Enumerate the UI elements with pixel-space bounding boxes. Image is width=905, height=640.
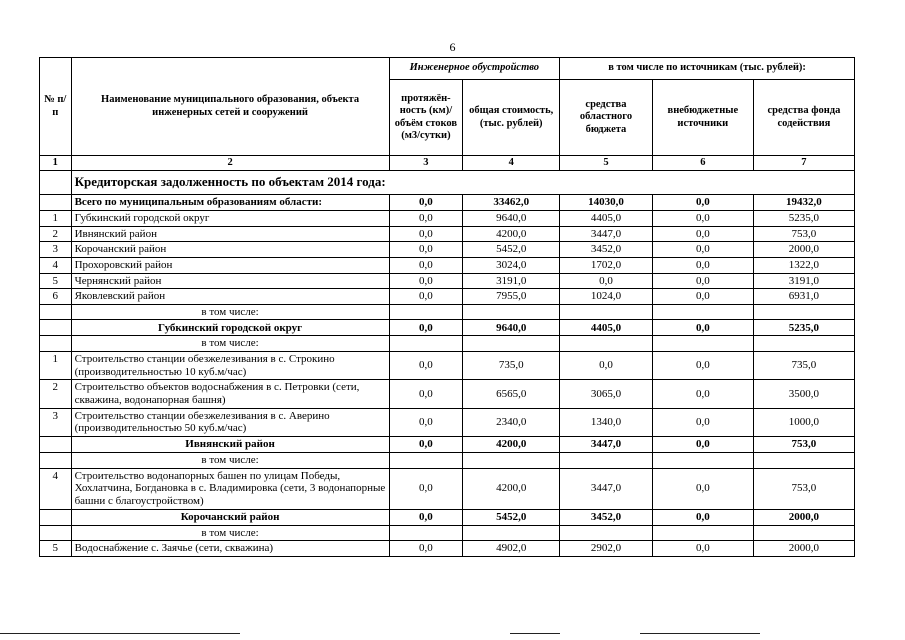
section-title: Кредиторская задолженность по объектам 2014 года: (71, 171, 854, 195)
row-value-col6: 0,0 (652, 509, 753, 525)
page-number: 6 (449, 40, 456, 54)
row-value-col6: 0,0 (652, 352, 753, 380)
district-row (40, 226, 855, 242)
section-title-row (40, 171, 855, 195)
object-row (40, 541, 855, 557)
row-label: в том числе: (71, 304, 389, 320)
row-value-col4: 7955,0 (463, 289, 560, 305)
column-index-row (40, 156, 855, 171)
row-number (40, 436, 72, 452)
row-empty-cell (652, 452, 753, 468)
row-value-col7: 3191,0 (753, 273, 854, 289)
object-row (40, 408, 855, 436)
row-value-col3: 0,0 (389, 380, 463, 408)
row-value-col5: 2902,0 (560, 541, 653, 557)
row-value-col5: 1702,0 (560, 257, 653, 273)
row-label: в том числе: (71, 452, 389, 468)
row-empty-cell (560, 304, 653, 320)
row-value-col7: 1322,0 (753, 257, 854, 273)
header-total-cost: общая стоимость, (тыс. рублей) (463, 80, 560, 156)
header-name: Наименование муниципального образования, объекта инженерных сетей и сооружений (71, 58, 389, 156)
group-total-row (40, 320, 855, 336)
row-empty-cell (389, 452, 463, 468)
footer-rule-mid (510, 633, 560, 634)
group-total-row (40, 509, 855, 525)
row-empty-cell (560, 452, 653, 468)
row-value-col6: 0,0 (652, 211, 753, 227)
row-empty-cell (753, 452, 854, 468)
column-index-6: 6 (652, 156, 753, 171)
row-value-col7: 2000,0 (753, 509, 854, 525)
row-number: 2 (40, 226, 72, 242)
column-index-1: 1 (40, 156, 72, 171)
row-value-col7: 19432,0 (753, 195, 854, 211)
row-empty-cell (463, 336, 560, 352)
row-label: в том числе: (71, 525, 389, 541)
footer-rule-right (640, 633, 760, 634)
credit-debt-table (39, 57, 855, 557)
row-value-col5: 3447,0 (560, 468, 653, 509)
district-row (40, 211, 855, 227)
row-number: 6 (40, 289, 72, 305)
row-empty-cell (652, 304, 753, 320)
row-name: Ивнянский район (71, 226, 389, 242)
in-that-number-row (40, 336, 855, 352)
object-row (40, 380, 855, 408)
row-empty-cell (389, 525, 463, 541)
row-value-col4: 5452,0 (463, 242, 560, 258)
row-value-col5: 3452,0 (560, 509, 653, 525)
row-value-col6: 0,0 (652, 380, 753, 408)
row-number (40, 320, 72, 336)
row-empty-cell (389, 336, 463, 352)
row-number (40, 509, 72, 525)
row-number: 5 (40, 541, 72, 557)
column-index-2: 2 (71, 156, 389, 171)
header-num: № п/п (40, 58, 72, 156)
row-name: Ивнянский район (71, 436, 389, 452)
row-value-col3: 0,0 (389, 352, 463, 380)
row-value-col5: 0,0 (560, 352, 653, 380)
row-value-col6: 0,0 (652, 242, 753, 258)
row-value-col3: 0,0 (389, 509, 463, 525)
row-number: 2 (40, 380, 72, 408)
row-empty-cell (389, 304, 463, 320)
in-that-number-row (40, 304, 855, 320)
row-name: Корочанский район (71, 509, 389, 525)
row-value-col5: 4405,0 (560, 211, 653, 227)
row-name: Яковлевский район (71, 289, 389, 305)
row-value-col7: 753,0 (753, 436, 854, 452)
row-value-col4: 3024,0 (463, 257, 560, 273)
row-number: 3 (40, 408, 72, 436)
row-value-col3: 0,0 (389, 468, 463, 509)
district-row (40, 257, 855, 273)
row-empty-cell (652, 525, 753, 541)
header-group-engineering: Инженерное обустройство (389, 58, 560, 80)
row-value-col7: 6931,0 (753, 289, 854, 305)
row-number (40, 525, 72, 541)
row-number (40, 304, 72, 320)
row-value-col3: 0,0 (389, 408, 463, 436)
header-group-sources: в том числе по источникам (тыс. рублей): (560, 58, 855, 80)
row-value-col4: 5452,0 (463, 509, 560, 525)
row-value-col4: 9640,0 (463, 211, 560, 227)
row-number: 1 (40, 352, 72, 380)
row-value-col7: 735,0 (753, 352, 854, 380)
row-value-col4: 4200,0 (463, 436, 560, 452)
row-value-col6: 0,0 (652, 320, 753, 336)
row-value-col4: 3191,0 (463, 273, 560, 289)
row-value-col4: 9640,0 (463, 320, 560, 336)
row-value-col5: 3447,0 (560, 226, 653, 242)
row-number (40, 336, 72, 352)
row-value-col6: 0,0 (652, 541, 753, 557)
row-empty-cell (560, 336, 653, 352)
row-value-col7: 753,0 (753, 226, 854, 242)
footer-rule-left (0, 633, 240, 634)
total-row (40, 195, 855, 211)
row-value-col5: 1024,0 (560, 289, 653, 305)
row-value-col3: 0,0 (389, 320, 463, 336)
row-value-col7: 5235,0 (753, 211, 854, 227)
row-name: Водоснабжение с. Заячье (сети, скважина) (71, 541, 389, 557)
row-number: 1 (40, 211, 72, 227)
row-value-col5: 1340,0 (560, 408, 653, 436)
row-value-col5: 4405,0 (560, 320, 653, 336)
row-value-col3: 0,0 (389, 211, 463, 227)
row-name: Губкинский городской округ (71, 211, 389, 227)
row-number: 4 (40, 257, 72, 273)
row-value-col6: 0,0 (652, 408, 753, 436)
row-name: Всего по муниципальным образованиям области: (71, 195, 389, 211)
column-index-3: 3 (389, 156, 463, 171)
row-value-col6: 0,0 (652, 436, 753, 452)
row-value-col7: 1000,0 (753, 408, 854, 436)
row-value-col3: 0,0 (389, 436, 463, 452)
row-value-col4: 4902,0 (463, 541, 560, 557)
row-empty-cell (560, 525, 653, 541)
row-number: 4 (40, 468, 72, 509)
row-value-col3: 0,0 (389, 226, 463, 242)
row-name: Чернянский район (71, 273, 389, 289)
row-value-col4: 6565,0 (463, 380, 560, 408)
in-that-number-row (40, 525, 855, 541)
group-total-row (40, 436, 855, 452)
header-regional-budget: средства областного бюджета (560, 80, 653, 156)
row-value-col3: 0,0 (389, 195, 463, 211)
row-number (40, 452, 72, 468)
row-value-col6: 0,0 (652, 195, 753, 211)
row-value-col7: 3500,0 (753, 380, 854, 408)
column-index-5: 5 (560, 156, 653, 171)
district-row (40, 242, 855, 258)
row-value-col3: 0,0 (389, 257, 463, 273)
header-length: протяжён-ность (км)/объём стоков (м3/сутки) (389, 80, 463, 156)
row-label: в том числе: (71, 336, 389, 352)
row-number: 3 (40, 242, 72, 258)
in-that-number-row (40, 452, 855, 468)
row-name: Корочанский район (71, 242, 389, 258)
row-value-col7: 5235,0 (753, 320, 854, 336)
district-row (40, 289, 855, 305)
row-empty-cell (753, 525, 854, 541)
row-value-col4: 33462,0 (463, 195, 560, 211)
row-name: Губкинский городской округ (71, 320, 389, 336)
district-row (40, 273, 855, 289)
row-value-col5: 3447,0 (560, 436, 653, 452)
column-index-4: 4 (463, 156, 560, 171)
row-value-col3: 0,0 (389, 242, 463, 258)
row-value-col6: 0,0 (652, 226, 753, 242)
row-number: 5 (40, 273, 72, 289)
header-extrabudgetary: внебюджетные источники (652, 80, 753, 156)
row-name: Строительство станции обезжелезивания в с. Строкино (производительностью 10 куб.м/час) (71, 352, 389, 380)
row-value-col5: 14030,0 (560, 195, 653, 211)
row-name: Строительство объектов водоснабжения в с. Петровки (сети, скважина, водонапорная башня) (71, 380, 389, 408)
row-value-col7: 2000,0 (753, 541, 854, 557)
row-value-col4: 2340,0 (463, 408, 560, 436)
row-number (40, 195, 72, 211)
header-assistance-fund: средства фонда содействия (753, 80, 854, 156)
row-value-col5: 0,0 (560, 273, 653, 289)
row-value-col6: 0,0 (652, 273, 753, 289)
row-value-col6: 0,0 (652, 289, 753, 305)
row-value-col4: 735,0 (463, 352, 560, 380)
row-empty-cell (463, 452, 560, 468)
row-value-col4: 4200,0 (463, 226, 560, 242)
row-value-col7: 2000,0 (753, 242, 854, 258)
row-value-col5: 3452,0 (560, 242, 653, 258)
row-name: Прохоровский район (71, 257, 389, 273)
row-empty-cell (463, 304, 560, 320)
row-empty-cell (463, 525, 560, 541)
row-name: Строительство станции обезжелезивания в с. Аверино (производительностью 50 куб.м/час) (71, 408, 389, 436)
row-value-col6: 0,0 (652, 468, 753, 509)
row-number (40, 171, 72, 195)
row-value-col7: 753,0 (753, 468, 854, 509)
row-value-col3: 0,0 (389, 541, 463, 557)
row-value-col3: 0,0 (389, 289, 463, 305)
row-value-col6: 0,0 (652, 257, 753, 273)
row-empty-cell (652, 336, 753, 352)
row-value-col4: 4200,0 (463, 468, 560, 509)
row-name: Строительство водонапорных башен по улицам Победы, Хохлатчина, Богдановка в с. Владимировка (сети, 3 водонапорные башни с благоустройством) (71, 468, 389, 509)
row-empty-cell (753, 336, 854, 352)
column-index-7: 7 (753, 156, 854, 171)
row-value-col3: 0,0 (389, 273, 463, 289)
row-empty-cell (753, 304, 854, 320)
object-row (40, 468, 855, 509)
row-value-col5: 3065,0 (560, 380, 653, 408)
object-row (40, 352, 855, 380)
